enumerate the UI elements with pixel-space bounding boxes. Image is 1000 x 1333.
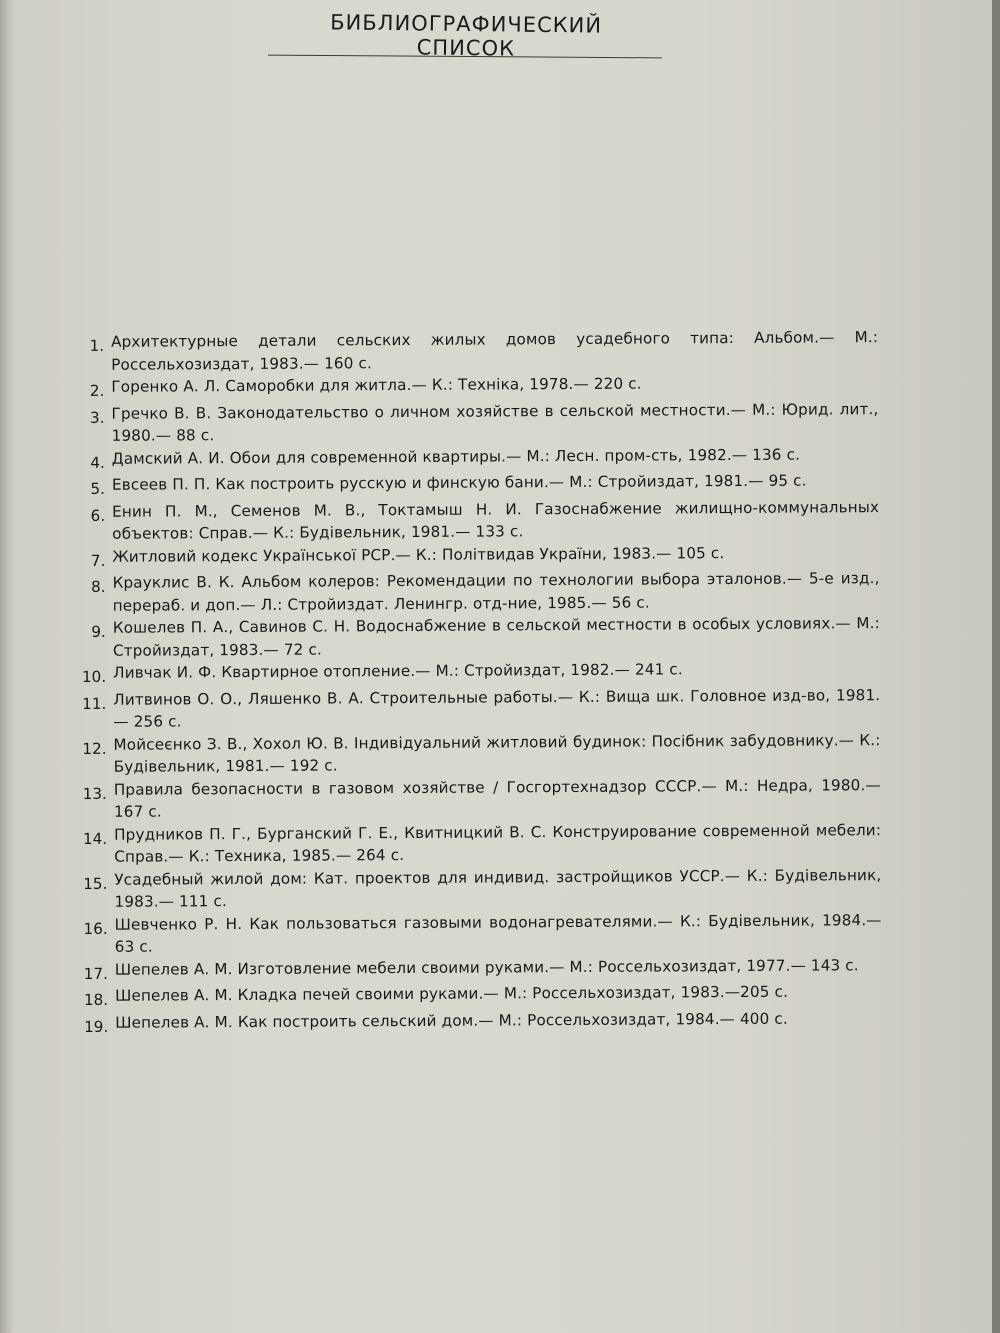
entry-text: Шепелев А. М. Кладка печей своими руками.— М.: Россельхозиздат, 1983.—205 с. (115, 982, 789, 1005)
page-edge (992, 0, 1000, 1333)
bibliography-entry (81, 774, 881, 824)
entry-number: 17. (83, 964, 108, 983)
bibliography-entry (80, 729, 880, 779)
entry-number: 10. (81, 667, 107, 686)
page-gutter-shadow (0, 0, 14, 1333)
entry-number: 16. (83, 919, 108, 938)
entry-text: Горенко А. Л. Саморобки для житла.— К.: Техніка, 1978.— 220 с. (111, 374, 642, 396)
entry-number: 8. (91, 577, 106, 596)
page-title: БИБЛИОГРАФИЧЕСКИЙ СПИСОК (330, 10, 603, 61)
entry-text: Ливчак И. Ф. Квартирное отопление.— М.: Стройиздат, 1982.— 241 с. (113, 660, 683, 682)
bibliography-entry (81, 819, 881, 869)
entry-number: 19. (84, 1017, 109, 1036)
entry-number: 1. (89, 336, 105, 355)
bibliography-entry (81, 864, 881, 914)
bibliography-entry (80, 612, 880, 662)
entry-text: Прудников П. Г., Бурганский Г. Е., Квитницкий В. С. Конструирование современной мебели: Справ.— К.: Техника, 1985.— 264 с. (114, 820, 882, 866)
entry-number: 14. (82, 829, 108, 848)
entry-text: Евсеев П. П. Как построить русскую и финскую бани.— М.: Стройиздат, 1981.— 95 с. (111, 471, 807, 494)
entry-text: Гречко В. В. Законодательство о личном хозяйстве в сельской местности.— М.: Юрид. лит., 1980.— 88 с. (111, 399, 879, 445)
bibliography-entry (80, 684, 880, 734)
entry-text: Шепелев А. М. Как построить сельский дом.— М.: Россельхозиздат, 1984.— 400 с. (115, 1009, 788, 1032)
entry-text: Мойсеєнко З. В., Хохол Ю. В. Індивідуальний житловий будинок: Посібник забудовнику.— К.: Будівельник, 1981.— 192 с. (113, 730, 881, 776)
entry-number: 2. (89, 381, 105, 400)
entry-text: Кошелев П. А., Савинов С. Н. Водоснабжение в сельской местности в особых условиях.— М.: Стройиздат, 1983.— 72 с. (112, 614, 880, 660)
entry-text: Крауклис В. К. Альбом колеров: Рекомендации по технологии выбора эталонов.— 5-е изд., перераб. и доп.— Л.: Стройиздат. Ленингр. отд-ние, 1985.— 56 с. (112, 569, 880, 615)
entry-number: 13. (82, 784, 107, 803)
entry-number: 9. (91, 622, 106, 641)
entry-number: 7. (90, 551, 106, 570)
entry-text: Дамский А. И. Обои для современной квартиры.— М.: Лесн. пром-сть, 1982.— 136 с. (111, 445, 801, 468)
bibliography-entry (82, 1007, 882, 1038)
entry-text: Енин П. М., Семенов М. В., Токтамыш Н. И. Газоснабжение жилищно-коммунальных объектов: Справ.— К.: Будівельник, 1981.— 133 с. (112, 497, 880, 543)
entry-number: 18. (83, 990, 109, 1009)
entry-text: Усадебный жилой дом: Кат. проектов для индивид. застройщиков УССР.— К.: Будівельник, 1983.— 111 с. (114, 865, 882, 911)
entry-text: Шевченко Р. Н. Как пользоваться газовыми водонагревателями.— К.: Будівельник, 1984.— 63 с. (114, 910, 882, 956)
bibliography-entry (78, 326, 878, 376)
entry-number: 6. (90, 506, 106, 525)
bibliography-list (78, 326, 882, 1038)
entry-text: Архитектурные детали сельских жилых домов усадебного типа: Альбом.— М.: Россельхозиздат, 1983.— 160 с. (111, 328, 879, 374)
entry-number: 15. (83, 874, 108, 893)
entry-text: Литвинов О. О., Ляшенко В. А. Строительные работы.— К.: Вища шк. Головное изд-во, 1981.— 256 с. (113, 685, 881, 731)
entry-number: 3. (89, 408, 105, 427)
entry-text: Житловий кодекс Української РСР.— К.: Політвидав України, 1983.— 105 с. (112, 543, 725, 566)
entry-text: Правила безопасности в газовом хозяйстве / Госгортехнадзор СССР.— М.: Недра, 1980.— 167 с. (113, 775, 881, 821)
entry-number: 11. (82, 694, 107, 713)
bibliography-entry (79, 567, 879, 617)
bibliography-entry (78, 398, 878, 448)
bibliography-entry (82, 909, 882, 959)
entry-number: 12. (82, 739, 107, 758)
bibliography-entry (79, 496, 879, 546)
entry-text: Шепелев А. М. Изготовление мебели своими руками.— М.: Россельхозиздат, 1977.— 143 с. (114, 955, 859, 979)
entry-number: 4. (90, 453, 105, 472)
entry-number: 5. (90, 479, 106, 498)
